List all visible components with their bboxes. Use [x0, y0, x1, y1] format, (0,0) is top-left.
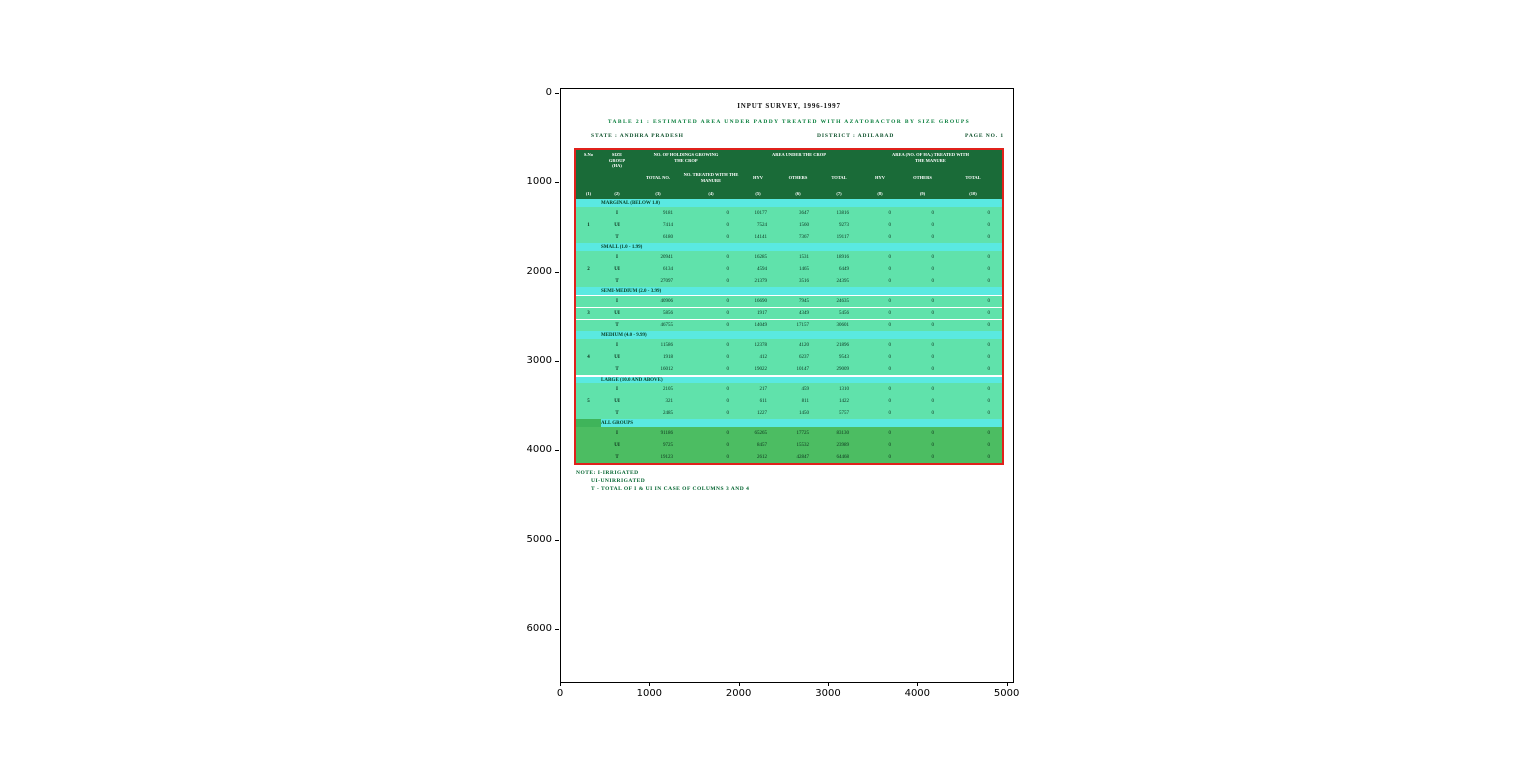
x-tick-label: 0 — [556, 688, 564, 699]
sno-cell — [576, 427, 601, 439]
table-cell: 0 — [888, 398, 891, 404]
sno-cell — [576, 383, 601, 395]
table-cell: 24635 — [836, 299, 849, 304]
table-data-row — [576, 207, 1002, 219]
table-cell: 27097 — [660, 278, 673, 284]
table-cell: 0 — [987, 366, 990, 372]
table-cell: 0 — [931, 342, 934, 348]
table-data-row — [576, 439, 1002, 451]
table-data-row — [576, 263, 1002, 275]
group-label: ALL GROUPS — [601, 420, 634, 426]
table-cell: 7414 — [663, 222, 673, 228]
table-cell: 0 — [888, 222, 891, 228]
table-cell: 6134 — [663, 266, 673, 272]
header-column-number: (2) — [614, 190, 620, 196]
table-cell: 0 — [931, 323, 934, 328]
row-irrigation-label: UI — [614, 354, 620, 360]
x-tick-label: 3000 — [815, 688, 841, 699]
group-label: LARGE (10.0 AND ABOVE) — [601, 377, 663, 383]
row-irrigation-label: T — [615, 278, 619, 284]
table-cell: 0 — [726, 278, 729, 284]
table-cell: 0 — [987, 398, 990, 404]
table-cell: 16285 — [754, 254, 767, 260]
table-cell: 0 — [987, 210, 990, 216]
header-column-number: (4) — [708, 190, 714, 196]
sno-cell — [576, 296, 601, 307]
row-irrigation-label: UI — [614, 442, 620, 448]
table-cell: 0 — [726, 442, 729, 448]
y-tick-mark — [555, 629, 559, 630]
header-size-group — [601, 150, 633, 188]
table-cell: 17725 — [796, 430, 809, 436]
table-cell: 0 — [987, 454, 990, 460]
table-cell: 0 — [888, 442, 891, 448]
table-cell: 0 — [726, 210, 729, 216]
table-cell: 0 — [931, 311, 934, 316]
table-cell: 0 — [931, 410, 934, 416]
row-irrigation-label: T — [615, 454, 619, 460]
table-cell: 6180 — [663, 234, 673, 240]
group-label-row — [576, 419, 1002, 427]
table-cell: 14049 — [754, 323, 767, 328]
table-cell: 9181 — [663, 210, 673, 216]
y-tick-mark — [555, 272, 559, 273]
table-cell: 0 — [726, 386, 729, 392]
sno-cell: 5 — [587, 398, 590, 404]
table-cell: 0 — [888, 386, 891, 392]
table-cell: 0 — [888, 323, 891, 328]
table-cell: 21379 — [754, 278, 767, 284]
table-cell: 0 — [888, 254, 891, 260]
table-cell: 0 — [931, 366, 934, 372]
size-group-block — [576, 375, 1002, 419]
district-label: DISTRICT : ADILABAD — [817, 133, 895, 139]
table-cell: 0 — [987, 410, 990, 416]
table-data-row — [576, 427, 1002, 439]
table-cell: 0 — [931, 430, 934, 436]
table-cell: 2105 — [663, 386, 673, 392]
header-sno: S.No — [583, 152, 594, 157]
table-cell: 0 — [931, 398, 934, 404]
table-cell: 2612 — [757, 454, 767, 460]
group-label: MARGINAL (BELOW 1.0) — [601, 200, 660, 206]
size-group-block — [576, 331, 1002, 375]
table-cell: 0 — [888, 299, 891, 304]
table-cell: 9273 — [839, 222, 849, 228]
size-group-block — [576, 419, 1002, 463]
table-cell: 0 — [726, 311, 729, 316]
y-tick-label: 1000 — [526, 176, 552, 188]
table-cell: 0 — [987, 354, 990, 360]
table-cell: 0 — [987, 342, 990, 348]
table-cell: 0 — [726, 299, 729, 304]
document-title: INPUT SURVEY, 1996-1997 — [737, 102, 841, 110]
row-irrigation-label: I — [616, 210, 618, 216]
header-column-number: (9) — [919, 190, 926, 196]
table-cell: 10177 — [754, 210, 767, 216]
header-sub-others-area: OTHERS — [788, 174, 808, 180]
table-body — [576, 199, 1002, 463]
y-tick-label: 2000 — [526, 265, 552, 277]
table-cell: 30601 — [836, 323, 849, 328]
x-tick-label: 5000 — [993, 688, 1020, 699]
table-cell: 4594 — [757, 266, 767, 272]
table-cell: 0 — [888, 410, 891, 416]
header-sub-total-no: TOTAL NO. — [645, 174, 671, 180]
row-irrigation-label: UI — [614, 311, 620, 316]
header-column-number: (1) — [585, 190, 592, 196]
table-cell: 0 — [931, 266, 934, 272]
document-meta-line — [574, 133, 1004, 142]
header-holdings-line2: THE CROP — [674, 157, 698, 163]
table-data-row — [576, 275, 1002, 287]
header-sub-hyv-area: HYV — [753, 174, 763, 180]
header-column-number: (6) — [795, 190, 801, 196]
group-label: MEDIUM (4.0 - 9.99) — [601, 332, 647, 338]
table-cell: 65265 — [754, 430, 767, 436]
table-cell: 16012 — [660, 366, 673, 372]
group-label: SMALL (1.0 - 1.99) — [601, 244, 643, 250]
header-group-area: AREA UNDER THE CROP — [771, 152, 827, 157]
header-sub-hyv-treated: HYV — [875, 174, 885, 180]
table-cell: 0 — [931, 299, 934, 304]
header-sub-others-treated: OTHERS — [913, 174, 932, 180]
table-cell: 0 — [987, 311, 990, 316]
row-irrigation-label: UI — [614, 222, 620, 228]
table-data-row — [576, 351, 1002, 363]
table-cell: 0 — [726, 266, 729, 272]
table-cell: 7367 — [799, 234, 809, 240]
row-irrigation-label: T — [615, 410, 619, 416]
group-label-sno-cell — [576, 331, 601, 339]
y-tick-mark — [555, 450, 559, 451]
table-data-row — [576, 307, 1002, 319]
table-cell: 0 — [726, 366, 729, 372]
table-cell: 18916 — [836, 254, 849, 260]
header-size-line2: GROUP — [608, 157, 626, 163]
group-label-sno-cell — [576, 199, 601, 207]
table-data-row — [576, 295, 1002, 307]
group-label-sno-cell — [576, 287, 601, 295]
sno-cell — [576, 439, 601, 451]
header-size-line1: SIZE — [611, 152, 623, 157]
group-label-sno-cell — [576, 243, 601, 251]
table-cell: 321 — [665, 398, 673, 404]
table-cell: 20941 — [660, 254, 673, 260]
table-cell: 0 — [888, 454, 891, 460]
y-tick-mark — [555, 93, 559, 94]
table-data-row — [576, 451, 1002, 463]
row-irrigation-label: UI — [614, 266, 620, 272]
sno-cell: 2 — [587, 266, 590, 272]
y-tick-mark — [555, 540, 559, 541]
table-cell: 4120 — [799, 342, 809, 348]
y-tick-label: 6000 — [526, 622, 552, 634]
table-cell: 21896 — [836, 342, 849, 348]
table-cell: 217 — [759, 386, 767, 392]
sno-cell — [576, 251, 601, 263]
table-cell: 0 — [931, 222, 934, 228]
table-cell: 5757 — [839, 410, 849, 416]
table-cell: 0 — [987, 323, 990, 328]
table-data-row — [576, 363, 1002, 375]
table-cell: 0 — [931, 354, 934, 360]
document-notes — [576, 469, 749, 493]
table-cell: 23989 — [836, 442, 849, 448]
table-cell: 0 — [888, 354, 891, 360]
table-cell: 0 — [888, 311, 891, 316]
sno-cell — [576, 451, 601, 463]
table-cell: 19022 — [754, 366, 767, 372]
sno-cell — [576, 363, 601, 375]
table-cell: 0 — [987, 222, 990, 228]
sno-cell — [576, 231, 601, 243]
table-cell: 7524 — [757, 222, 767, 228]
header-area-treated-line1: AREA (NO. OF HA.) TREATED WITH — [892, 152, 969, 157]
header-column-number: (7) — [836, 190, 842, 196]
table-cell: 0 — [987, 442, 990, 448]
table-data-row — [576, 319, 1002, 331]
table-cell: 0 — [931, 234, 934, 240]
survey-table — [574, 148, 1004, 465]
table-cell: 0 — [888, 430, 891, 436]
x-tick-label: 2000 — [725, 688, 752, 699]
table-cell: 0 — [987, 299, 990, 304]
header-column-number: (5) — [755, 190, 761, 196]
table-cell: 0 — [931, 210, 934, 216]
group-label-row — [576, 375, 1002, 383]
table-cell: 0 — [726, 430, 729, 436]
table-cell: 1227 — [757, 410, 767, 416]
table-cell: 1450 — [799, 410, 809, 416]
table-cell: 17157 — [796, 323, 809, 328]
table-cell: 0 — [888, 366, 891, 372]
size-group-block — [576, 287, 1002, 331]
table-cell: 0 — [888, 342, 891, 348]
table-cell: 611 — [759, 398, 767, 404]
table-cell: 0 — [931, 454, 934, 460]
y-tick-mark — [555, 182, 559, 183]
sno-cell: 3 — [587, 311, 590, 316]
table-cell: 1560 — [799, 222, 809, 228]
table-cell: 0 — [726, 454, 729, 460]
header-sub-total-treated: TOTAL — [965, 174, 981, 180]
header-size-line3: (HA) — [612, 163, 622, 169]
table-cell: 0 — [726, 222, 729, 228]
size-group-block — [576, 243, 1002, 287]
x-tick-label: 4000 — [904, 688, 931, 699]
x-tick-label: 1000 — [636, 688, 663, 699]
table-cell: 6237 — [799, 354, 809, 360]
table-cell: 1918 — [663, 354, 673, 360]
row-irrigation-label: I — [616, 254, 618, 260]
table-cell: 0 — [726, 354, 729, 360]
table-cell: 46755 — [660, 323, 673, 328]
header-column-number: (3) — [655, 190, 661, 196]
header-column-number: (10) — [969, 190, 977, 196]
header-group-holdings — [633, 150, 739, 167]
table-data-row — [576, 251, 1002, 263]
row-irrigation-label: T — [615, 323, 619, 328]
row-irrigation-label: I — [616, 342, 618, 348]
y-tick-label: 0 — [545, 87, 552, 98]
table-cell: 13816 — [836, 210, 849, 216]
table-cell: 6449 — [839, 266, 849, 272]
table-cell: 459 — [801, 386, 809, 392]
sno-cell — [576, 275, 601, 287]
group-label-sno-cell — [576, 419, 601, 427]
table-cell: 1422 — [839, 398, 849, 404]
table-cell: 0 — [987, 278, 990, 284]
table-cell: 2485 — [663, 410, 673, 416]
table-cell: 29009 — [836, 366, 849, 372]
table-cell: 42847 — [796, 454, 809, 460]
table-data-row — [576, 219, 1002, 231]
table-cell: 19123 — [660, 454, 673, 460]
table-data-row — [576, 395, 1002, 407]
table-cell: 10147 — [796, 366, 809, 372]
table-cell: 11586 — [660, 342, 673, 348]
table-cell: 16690 — [754, 299, 767, 304]
header-sub-total-area: TOTAL — [831, 174, 847, 180]
table-cell: 83130 — [836, 430, 849, 436]
table-cell: 811 — [801, 398, 809, 404]
table-cell: 0 — [987, 234, 990, 240]
table-cell: 0 — [726, 398, 729, 404]
table-cell: 3516 — [799, 278, 809, 284]
table-cell: 0 — [726, 410, 729, 416]
table-cell: 64468 — [836, 454, 849, 460]
table-data-row — [576, 383, 1002, 395]
y-tick-label: 5000 — [526, 533, 552, 545]
y-tick-label: 3000 — [526, 354, 552, 366]
table-cell: 24395 — [836, 278, 849, 284]
sno-cell: 1 — [587, 222, 590, 228]
plot-axes — [560, 88, 1014, 683]
table-cell: 5456 — [839, 311, 849, 316]
header-sub-treated: NO. TREATED WITH THE MANURE — [683, 171, 739, 183]
table-cell: 0 — [888, 234, 891, 240]
table-cell: 7945 — [799, 299, 809, 304]
table-cell: 0 — [726, 254, 729, 260]
table-cell: 0 — [987, 254, 990, 260]
table-cell: 0 — [931, 442, 934, 448]
group-label-row — [576, 243, 1002, 251]
document-subtitle: TABLE 21 : ESTIMATED AREA UNDER PADDY TREATED WITH AZATOBACTOR BY SIZE GROUPS — [607, 119, 971, 125]
row-irrigation-label: UI — [614, 398, 620, 404]
y-tick-mark — [555, 361, 559, 362]
table-header — [576, 150, 1002, 199]
note-line-2: UI-UNIRRIGATED — [591, 478, 646, 484]
table-cell: 0 — [931, 386, 934, 392]
table-cell: 0 — [931, 278, 934, 284]
header-group-area-treated — [859, 150, 1002, 167]
table-cell: 5856 — [663, 311, 673, 316]
size-group-block — [576, 199, 1002, 243]
table-cell: 8457 — [757, 442, 767, 448]
note-line-3: T - TOTAL OF I & UI IN CASE OF COLUMNS 3 AND 4 — [591, 486, 750, 492]
row-irrigation-label: I — [616, 430, 618, 436]
table-cell: 0 — [726, 323, 729, 328]
table-cell: 9543 — [839, 354, 849, 360]
note-line-1: NOTE: I-IRRIGATED — [576, 470, 639, 476]
page-number-label: PAGE NO. 1 — [965, 133, 1004, 139]
table-data-row — [576, 231, 1002, 243]
group-label-row — [576, 331, 1002, 339]
sno-cell — [576, 407, 601, 419]
table-cell: 0 — [888, 278, 891, 284]
table-cell: 0 — [931, 254, 934, 260]
table-cell: 0 — [888, 266, 891, 272]
sno-cell: 4 — [587, 354, 590, 360]
header-area-treated-line2: THE MANURE — [915, 157, 946, 163]
table-data-row — [576, 339, 1002, 351]
table-cell: 1310 — [839, 386, 849, 392]
table-cell: 1917 — [757, 311, 767, 316]
group-label-row — [576, 287, 1002, 295]
table-cell: 3647 — [799, 210, 809, 216]
sno-cell — [576, 320, 601, 331]
table-cell: 40906 — [660, 299, 673, 304]
table-cell: 15532 — [796, 442, 809, 448]
row-irrigation-label: I — [616, 299, 618, 304]
table-cell: 1465 — [799, 266, 809, 272]
table-cell: 0 — [987, 266, 990, 272]
row-irrigation-label: T — [615, 234, 619, 240]
table-cell: 0 — [888, 210, 891, 216]
table-cell: 12378 — [754, 342, 767, 348]
table-cell: 0 — [987, 430, 990, 436]
y-tick-label: 4000 — [526, 444, 552, 456]
row-irrigation-label: T — [615, 366, 619, 372]
table-cell: 91186 — [660, 430, 673, 436]
table-cell: 4349 — [799, 311, 809, 316]
table-data-row — [576, 407, 1002, 419]
table-cell: 412 — [759, 354, 767, 360]
table-cell: 19117 — [836, 234, 849, 240]
table-cell: 1531 — [799, 254, 809, 260]
table-cell: 0 — [726, 342, 729, 348]
sno-cell — [576, 339, 601, 351]
header-holdings-line1: NO. OF HOLDINGS GROWING — [653, 152, 719, 157]
group-label: SEMI-MEDIUM (2.0 - 3.99) — [601, 288, 662, 294]
header-column-number: (8) — [877, 190, 883, 196]
table-cell: 0 — [726, 234, 729, 240]
table-cell: 0 — [987, 386, 990, 392]
table-cell: 9725 — [663, 442, 673, 448]
table-cell: 14141 — [754, 234, 767, 240]
row-irrigation-label: I — [616, 386, 618, 392]
group-label-row — [576, 199, 1002, 207]
sno-cell — [576, 207, 601, 219]
state-label: STATE : ANDHRA PRADESH — [591, 133, 684, 139]
